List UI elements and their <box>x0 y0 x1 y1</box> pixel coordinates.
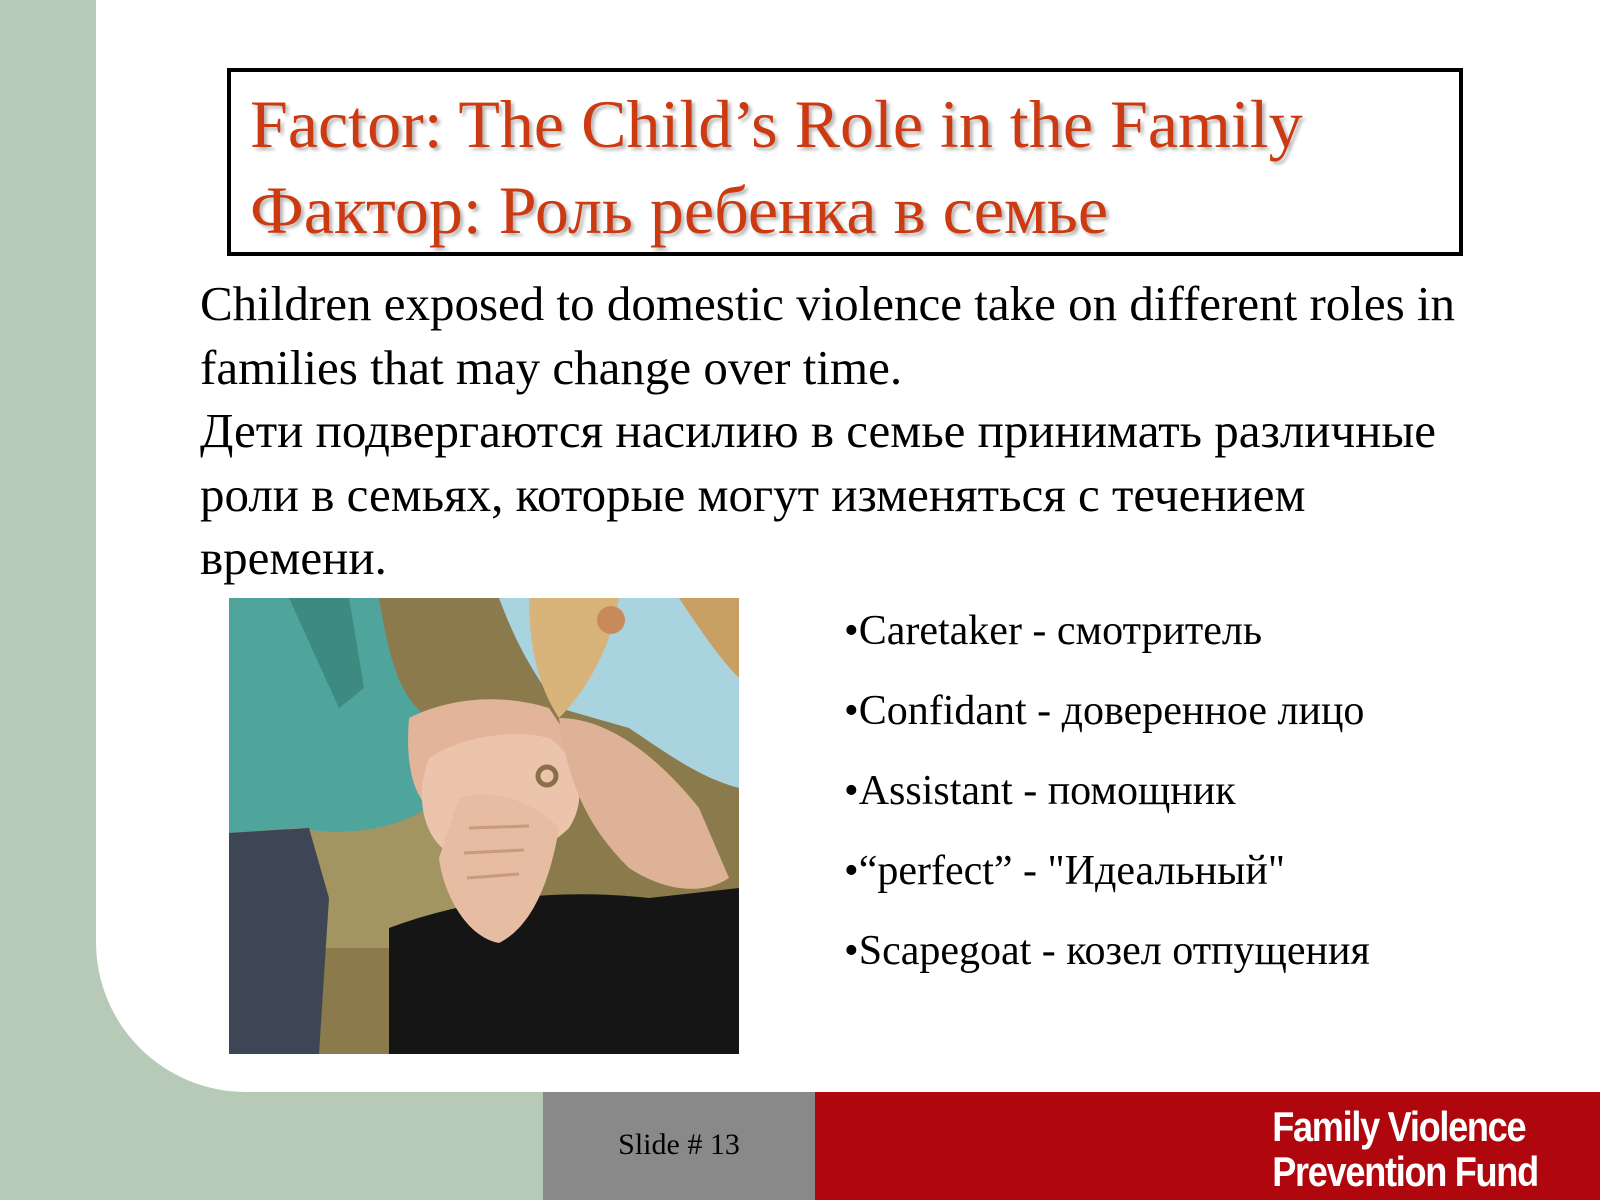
body-russian: Дети подвергаются насилию в семье принимать различные роли в семьях, которые могут изменяться с течением времени. <box>200 403 1437 585</box>
title-english: Factor: The Child’s Role in the Family <box>250 86 1303 162</box>
roles-list <box>844 610 1370 1010</box>
list-item-perfect: •“perfect” - "Идеальный" <box>844 848 1285 894</box>
slide-number: Slide # 13 <box>618 1128 740 1161</box>
body-text <box>200 272 1470 590</box>
title-box <box>227 68 1463 256</box>
list-item-assistant: •Assistant - помощник <box>844 768 1236 814</box>
title-russian: Фактор: Роль ребенка в семье <box>250 172 1109 248</box>
logo-line-1: Family Violence <box>1272 1103 1526 1150</box>
fvpf-logo <box>1272 1104 1538 1194</box>
list-item-confidant: •Confidant - доверенное лицо <box>844 688 1365 734</box>
list-item-caretaker: •Caretaker - смотритель <box>844 608 1263 654</box>
body-english: Children exposed to domestic violence take on different roles in families that may change over time. <box>200 276 1456 395</box>
holding-hands-photo <box>229 598 739 1054</box>
list-item-scapegoat: •Scapegoat - козел отпущения <box>844 928 1370 974</box>
logo-line-2: Prevention Fund <box>1272 1148 1538 1195</box>
